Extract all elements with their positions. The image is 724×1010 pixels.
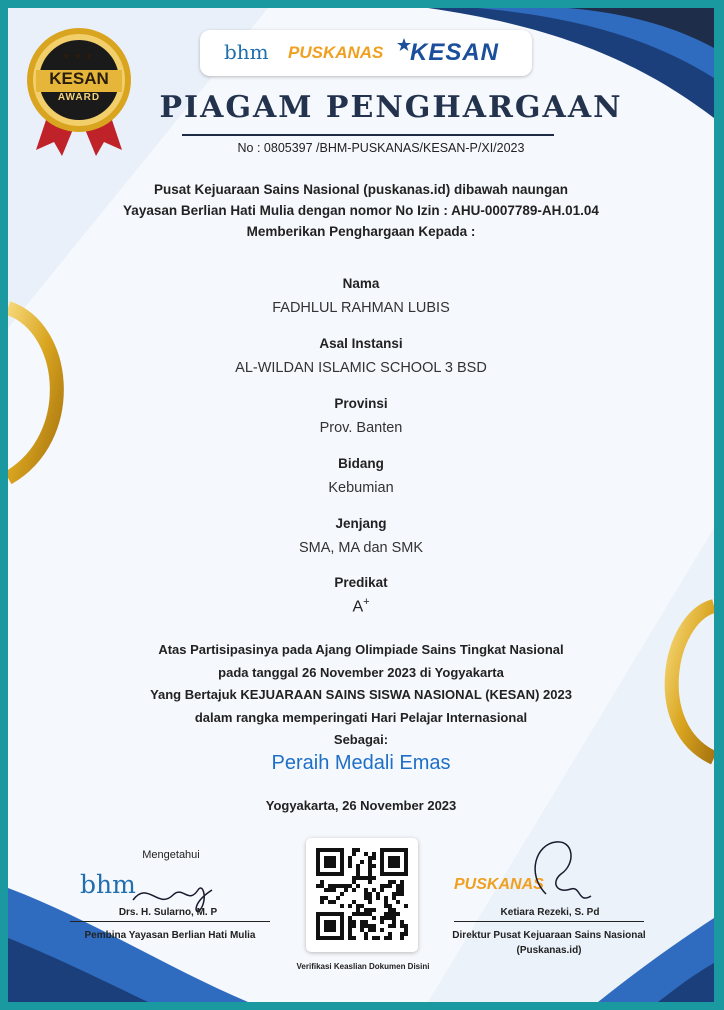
- right-signature-icon: [516, 834, 606, 914]
- bidang-label: Bidang: [338, 456, 384, 471]
- participation-statement: [8, 639, 714, 752]
- instansi-value: AL-WILDAN ISLAMIC SCHOOL 3 BSD: [235, 360, 487, 376]
- provinsi-value: Prov. Banten: [319, 420, 403, 436]
- right-signer-line: [454, 921, 644, 922]
- title-underline: [182, 134, 554, 136]
- qr-caption: Verifikasi Keaslian Dokumen Disini: [296, 962, 430, 971]
- intro-line: Pusat Kejuaraan Sains Nasional (puskanas.id) dibawah naungan: [153, 182, 569, 197]
- right-signer-org: (Puskanas.id): [516, 945, 582, 956]
- bidang-value: Kebumian: [328, 480, 394, 496]
- bhm-logo: bhm: [224, 40, 269, 64]
- kesan-award-badge: [20, 22, 138, 156]
- nama-label: Nama: [342, 276, 380, 291]
- qr-code-icon: [316, 848, 408, 940]
- nama-value: FADHLUL RAHMAN LUBIS: [272, 300, 450, 316]
- intro-line: Yayasan Berlian Hati Mulia dengan nomor No Izin : AHU-0007789-AH.01.04: [123, 203, 599, 218]
- statement-line: dalam rangka memperingati Hari Pelajar Internasional: [194, 709, 528, 725]
- badge-award-text: AWARD: [57, 92, 101, 103]
- kesan-logo: KESAN: [410, 39, 500, 66]
- statement-line: Yang Bertajuk KEJUARAAN SAINS SISWA NASIONAL (KESAN) 2023: [150, 687, 572, 702]
- puskanas-logo: PUSKANAS: [288, 43, 384, 62]
- left-signer-heading: Mengetahui: [142, 849, 200, 861]
- provinsi-label: Provinsi: [334, 396, 388, 411]
- badge-kesan-text: KESAN: [49, 69, 109, 88]
- left-signer-role: Pembina Yayasan Berlian Hati Mulia: [84, 930, 256, 941]
- star-icon: [397, 38, 411, 52]
- award-title: Peraih Medali Emas: [271, 752, 451, 774]
- certificate-sheet: [8, 8, 714, 1002]
- right-signer-name: Ketiara Rezeki, S. Pd: [500, 907, 600, 918]
- certificate-number: No : 0805397 /BHM-PUSKANAS/KESAN-P/XI/2023: [237, 141, 525, 155]
- header-logos: [200, 30, 532, 76]
- left-signer-logo: bhm: [80, 870, 136, 899]
- right-signer-logo: PUSKANAS: [454, 876, 544, 893]
- left-signer-line: [70, 921, 270, 922]
- instansi-label: Asal Instansi: [319, 336, 403, 351]
- statement-line: Sebagai:: [333, 732, 389, 747]
- predikat-value: A+: [352, 596, 370, 616]
- left-signer-name: Drs. H. Sularno, M. P: [118, 907, 218, 918]
- statement-line: pada tanggal 26 November 2023 di Yogyakarta: [218, 664, 504, 680]
- right-signer-role: Direktur Pusat Kejuaraan Sains Nasional: [452, 930, 646, 941]
- page-title: PIAGAM PENGHARGAAN: [159, 90, 623, 125]
- place-date: Yogyakarta, 26 November 2023: [265, 798, 457, 813]
- qr-code-card[interactable]: [306, 838, 418, 952]
- statement-line: Atas Partisipasinya pada Ajang Olimpiade Sains Tingkat Nasional: [158, 642, 564, 657]
- intro-line: Memberikan Penghargaan Kepada :: [246, 224, 476, 239]
- award-seal-icon: [20, 22, 138, 156]
- jenjang-value: SMA, MA dan SMK: [298, 540, 424, 556]
- predikat-label: Predikat: [334, 575, 388, 590]
- jenjang-label: Jenjang: [335, 516, 387, 531]
- badge-stars: ★★★: [62, 52, 96, 62]
- intro-text: [8, 179, 714, 242]
